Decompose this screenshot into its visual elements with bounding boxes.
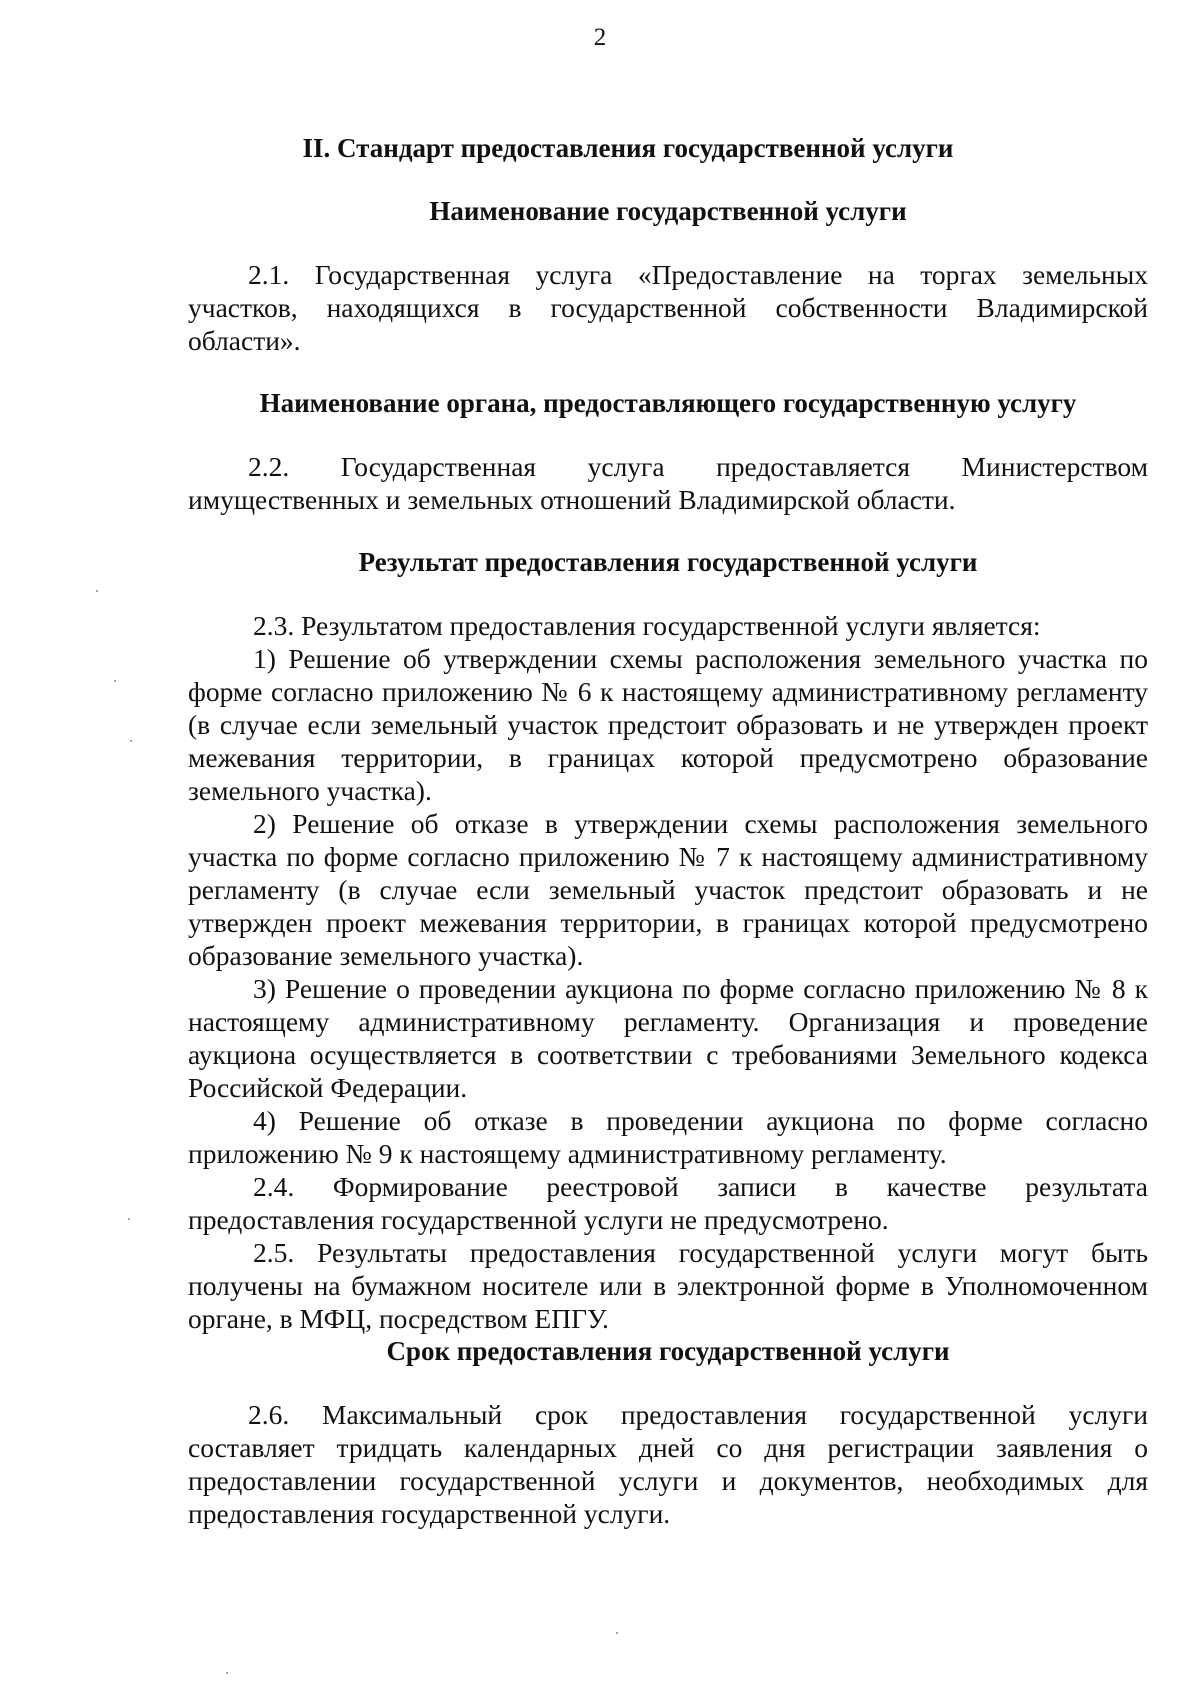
paragraph-2-1: 2.1. Государственная услуга «Предоставление на торгах земельных участков, находящихся в государственной собственности Владимирской области». (188, 259, 1148, 356)
scan-speck (128, 1218, 130, 1220)
heading-term: Срок предоставления государственной услуги (386, 1336, 950, 1366)
scan-speck (114, 680, 116, 682)
paragraph-2-3-intro: 2.3. Результатом предоставления государственной услуги является: (253, 610, 1041, 641)
scan-speck (616, 1632, 618, 1634)
page-number: 2 (593, 24, 607, 51)
paragraph-2-6: 2.6. Максимальный срок предоставления государственной услуги составляет тридцать календарных дней со дня регистрации заявления о предоставлении государственной услуги и документов, необходимых для предоставления государственной услуги. (188, 1399, 1148, 1529)
scan-speck (226, 1672, 228, 1674)
list-item-result-2: 2) Решение об отказе в утверждении схемы расположения земельного участка по форме согласно приложению № 7 к настоящему административному регламенту (в случае если земельный участок предстоит образовать и не утвержден проект межевания территории, в границах которой предусмотрено образование земельного участка). (188, 808, 1148, 971)
list-item-result-3: 3) Решение о проведении аукциона по форме согласно приложению № 8 к настоящему административному регламенту. Организация и проведение аукциона осуществляется в соответствии с требованиями Земельного кодекса Российской Федерации. (188, 973, 1148, 1103)
list-item-result-1: 1) Решение об утверждении схемы расположения земельного участка по форме согласно приложению № 6 к настоящему административному регламенту (в случае если земельный участок предстоит образовать и не утвержден проект межевания территории, в границах которой предусмотрено образование земельного участка). (188, 643, 1148, 806)
scan-speck (130, 740, 132, 742)
heading-authority: Наименование органа, предоставляющего государственную услугу (259, 388, 1077, 418)
section-title: II. Стандарт предоставления государственной услуги (302, 133, 954, 163)
document-body (188, 132, 1148, 1530)
paragraph-2-5: 2.5. Результаты предоставления государственной услуги могут быть получены на бумажном носителе или в электронной форме в Уполномоченном органе, в МФЦ, посредством ЕПГУ. (188, 1237, 1148, 1334)
heading-result: Результат предоставления государственной услуги (358, 547, 978, 577)
heading-service-name: Наименование государственной услуги (429, 196, 907, 226)
paragraph-2-4: 2.4. Формирование реестровой записи в качестве результата предоставления государственной услуги не предусмотрено. (188, 1171, 1148, 1235)
paragraph-2-2: 2.2. Государственная услуга предоставляется Министерством имущественных и земельных отношений Владимирской области. (188, 451, 1148, 515)
list-item-result-4: 4) Решение об отказе в проведении аукциона по форме согласно приложению № 9 к настоящему административному регламенту. (188, 1105, 1148, 1169)
scan-speck (96, 590, 98, 592)
